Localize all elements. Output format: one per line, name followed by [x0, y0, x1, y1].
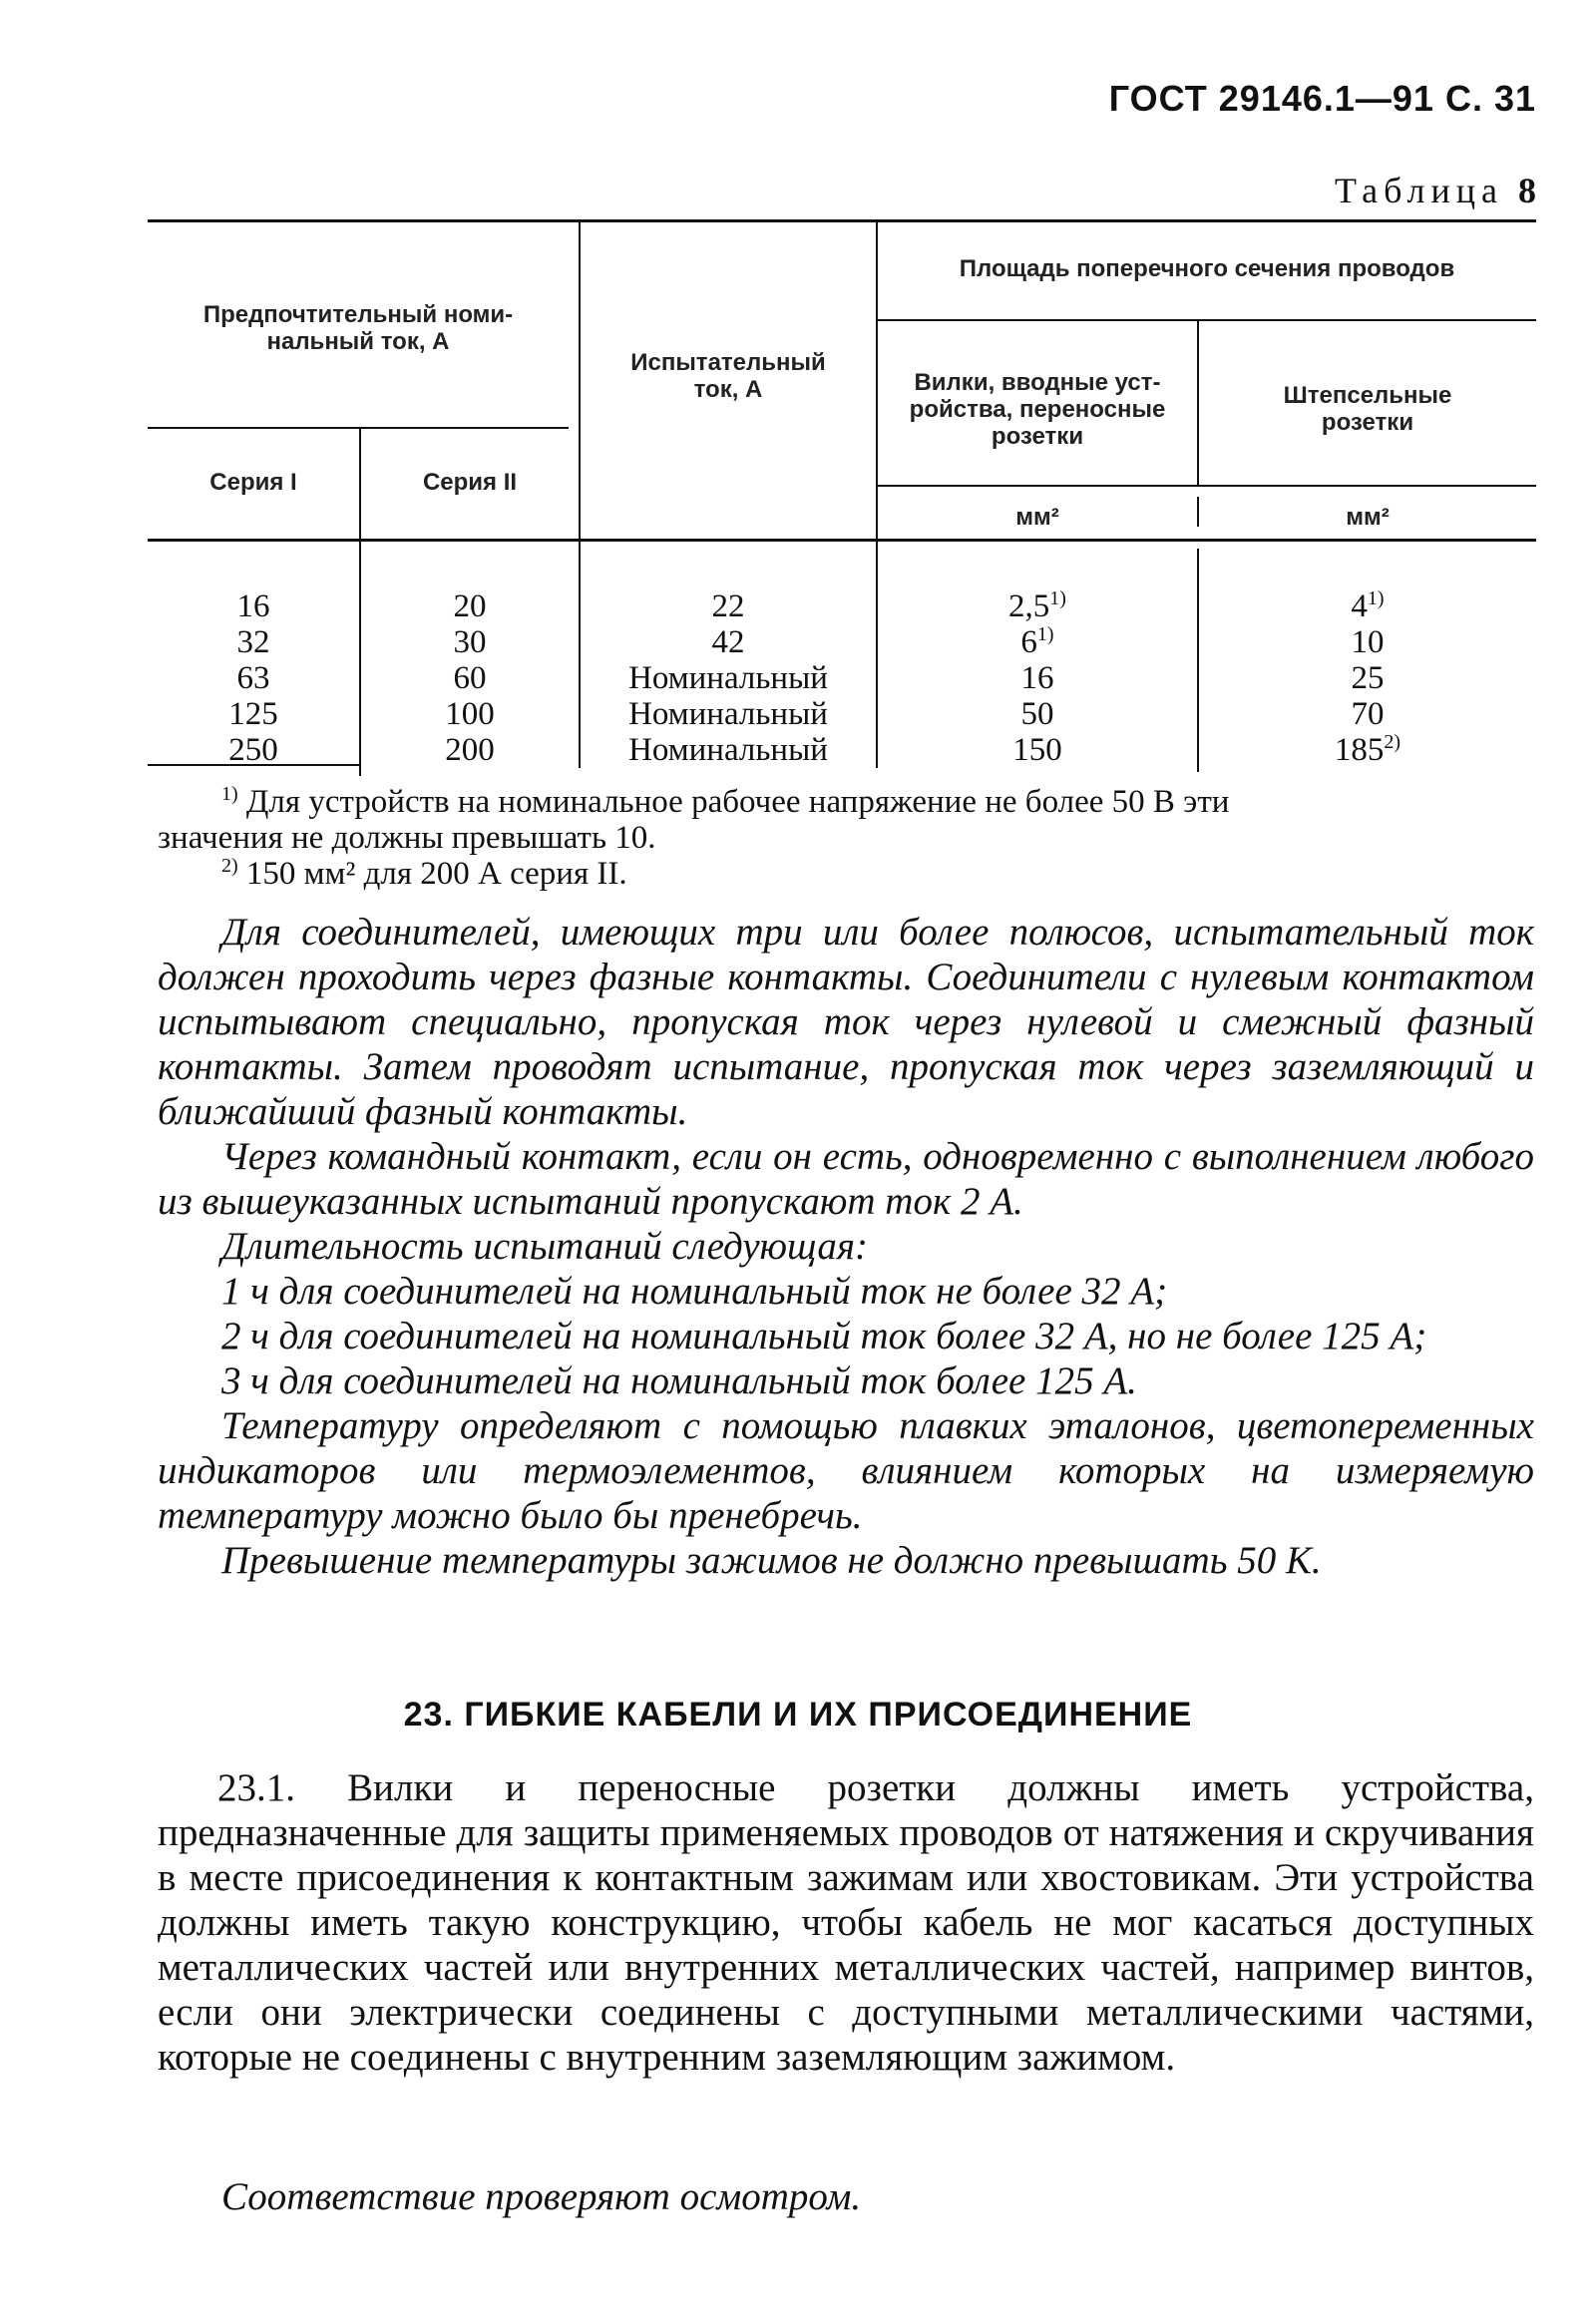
cell-test: Номинальный — [628, 732, 828, 768]
cell-sockets-value: 4 — [1351, 588, 1368, 624]
cross-section-divider-rule — [878, 319, 1536, 321]
paragraph: Превышение температуры зажимов не должно превышать 50 К. — [221, 1539, 1322, 1582]
header-plugs: Вилки, вводные уст- ройства, переносные розетки — [909, 369, 1166, 450]
footnote-2 — [221, 856, 627, 892]
cell-sockets — [1199, 588, 1536, 624]
cell-plugs — [878, 660, 1197, 696]
cell-s1: 250 — [228, 732, 278, 768]
footnote-mark: 1) — [1049, 587, 1066, 609]
section-paragraph: 23.1. Вилки и переносные розетки должны иметь устройства, предназначенные для защиты применяемых проводов от натяжения и скручивания в месте присоединения к контактным зажимам или хвостовикам. Эти устройства должны иметь такую конструкцию, чтобы кабель не мог касаться доступных металлических частей или внутренних металлических частей, например винтов, если они электрически соединены с доступными металлическими частями, которые не соединены с внутренним заземляющим зажимом. — [158, 1766, 1534, 2079]
table-caption — [1335, 170, 1536, 211]
column-plugs — [878, 588, 1197, 768]
footnote-1-line-1 — [221, 784, 1229, 820]
paragraph: Через командный контакт, если он есть, одновременно с выполнением любого из вышеуказанных испытаний пропускают ток 2 А. — [158, 1135, 1534, 1223]
cell-test: 42 — [711, 624, 745, 660]
table-top-rule — [148, 219, 1536, 222]
cell-sockets — [1199, 660, 1536, 696]
cell-s2: 20 — [453, 588, 487, 624]
cell-test: Номинальный — [628, 660, 828, 696]
footnote-1-line-2: значения не должны превышать 10. — [158, 820, 656, 856]
column-series-2 — [361, 588, 579, 768]
table-caption-word: Таблица — [1335, 171, 1503, 210]
footnote-mark: 2) — [1384, 731, 1401, 753]
header-unit-sockets: мм² — [1346, 504, 1390, 531]
cell-sockets — [1199, 732, 1536, 768]
cell-s2: 30 — [453, 624, 487, 660]
paragraph: Для соединителей, имеющих три или более полюсов, испытательный ток должен проходить через фазные контакты. Соединители с нулевым контактом испытывают специально, пропуская ток через нулевой и смежный фазный контакты. Затем проводят испытание, пропуская ток через заземляющий и ближайший фазный контакты. — [158, 911, 1534, 1133]
cell-sockets-value: 10 — [1351, 624, 1385, 660]
cell-s2: 200 — [445, 732, 495, 768]
header-sockets: Штепсельные розетки — [1283, 382, 1452, 436]
document-header: ГОСТ 29146.1—91 С. 31 — [1108, 78, 1536, 119]
cell-s1: 16 — [236, 588, 270, 624]
series-divider-rule — [148, 427, 569, 429]
cell-plugs-value: 50 — [1020, 696, 1054, 732]
footnote-1-text: Для устройств на номинальное рабочее напряжение не более 50 В эти — [245, 784, 1230, 820]
section-conformity-note: Соответствие проверяют осмотром. — [221, 2175, 862, 2218]
table-8 — [148, 219, 1536, 793]
table-header-rule — [148, 539, 1536, 542]
cell-s2: 100 — [445, 696, 495, 732]
table-caption-number: 8 — [1518, 171, 1536, 210]
paragraph: 1 ч для соединителей на номинальный ток не более 32 А; — [221, 1270, 1168, 1313]
footnote-1-mark: 1) — [221, 783, 238, 805]
cell-test: Номинальный — [628, 696, 828, 732]
cell-test: 22 — [711, 588, 745, 624]
cell-sockets-value: 70 — [1351, 696, 1385, 732]
header-series-1: Серия I — [209, 469, 297, 496]
cell-sockets-value: 185 — [1334, 732, 1385, 768]
cell-plugs-value: 150 — [1012, 732, 1062, 768]
cell-plugs — [878, 624, 1197, 660]
paragraph: 3 ч для соединителей на номинальный ток более 125 А. — [221, 1359, 1137, 1402]
header-preferred-current: Предпочтительный номи- нальный ток, А — [202, 301, 514, 355]
footnote-mark: 1) — [1036, 623, 1054, 645]
cell-plugs — [878, 696, 1197, 732]
cell-sockets — [1199, 696, 1536, 732]
cell-s1: 32 — [236, 624, 270, 660]
footnote-mark: 1) — [1367, 587, 1385, 609]
cell-plugs-value: 6 — [1020, 624, 1037, 660]
paragraph: Температуру определяют с помощью плавких эталонов, цветопеременных индикаторов или термоэлементов, влиянием которых на измеряемую температуру можно было бы пренебречь. — [158, 1404, 1534, 1537]
cell-plugs — [878, 732, 1197, 768]
header-unit-plugs: мм² — [1015, 504, 1059, 531]
footnote-2-mark: 2) — [221, 855, 238, 877]
cell-sockets — [1199, 624, 1536, 660]
units-divider-rule — [878, 485, 1536, 487]
header-cross-section: Площадь поперечного сечения проводов — [959, 255, 1455, 282]
column-series-1 — [148, 588, 359, 768]
paragraph: 2 ч для соединителей на номинальный ток более 32 А, но не более 125 А; — [221, 1315, 1427, 1357]
header-test-current: Испытательный ток, А — [630, 349, 826, 403]
test-procedure-text — [158, 910, 1534, 1583]
cell-s1: 63 — [236, 660, 270, 696]
cell-s2: 60 — [453, 660, 487, 696]
header-series-2: Серия II — [422, 469, 518, 496]
cell-plugs-value: 2,5 — [1008, 588, 1050, 624]
footnote-2-text: 150 мм² для 200 А серия II. — [245, 856, 627, 892]
column-test-current — [581, 588, 876, 768]
cell-plugs — [878, 588, 1197, 624]
cell-sockets-value: 25 — [1351, 660, 1385, 696]
paragraph: Длительность испытаний следующая: — [221, 1225, 869, 1268]
cell-s1: 125 — [228, 696, 278, 732]
section-title: 23. ГИБКИЕ КАБЕЛИ И ИХ ПРИСОЕДИНЕНИЕ — [403, 1696, 1193, 1734]
column-sockets — [1199, 588, 1536, 768]
cell-plugs-value: 16 — [1020, 660, 1054, 696]
